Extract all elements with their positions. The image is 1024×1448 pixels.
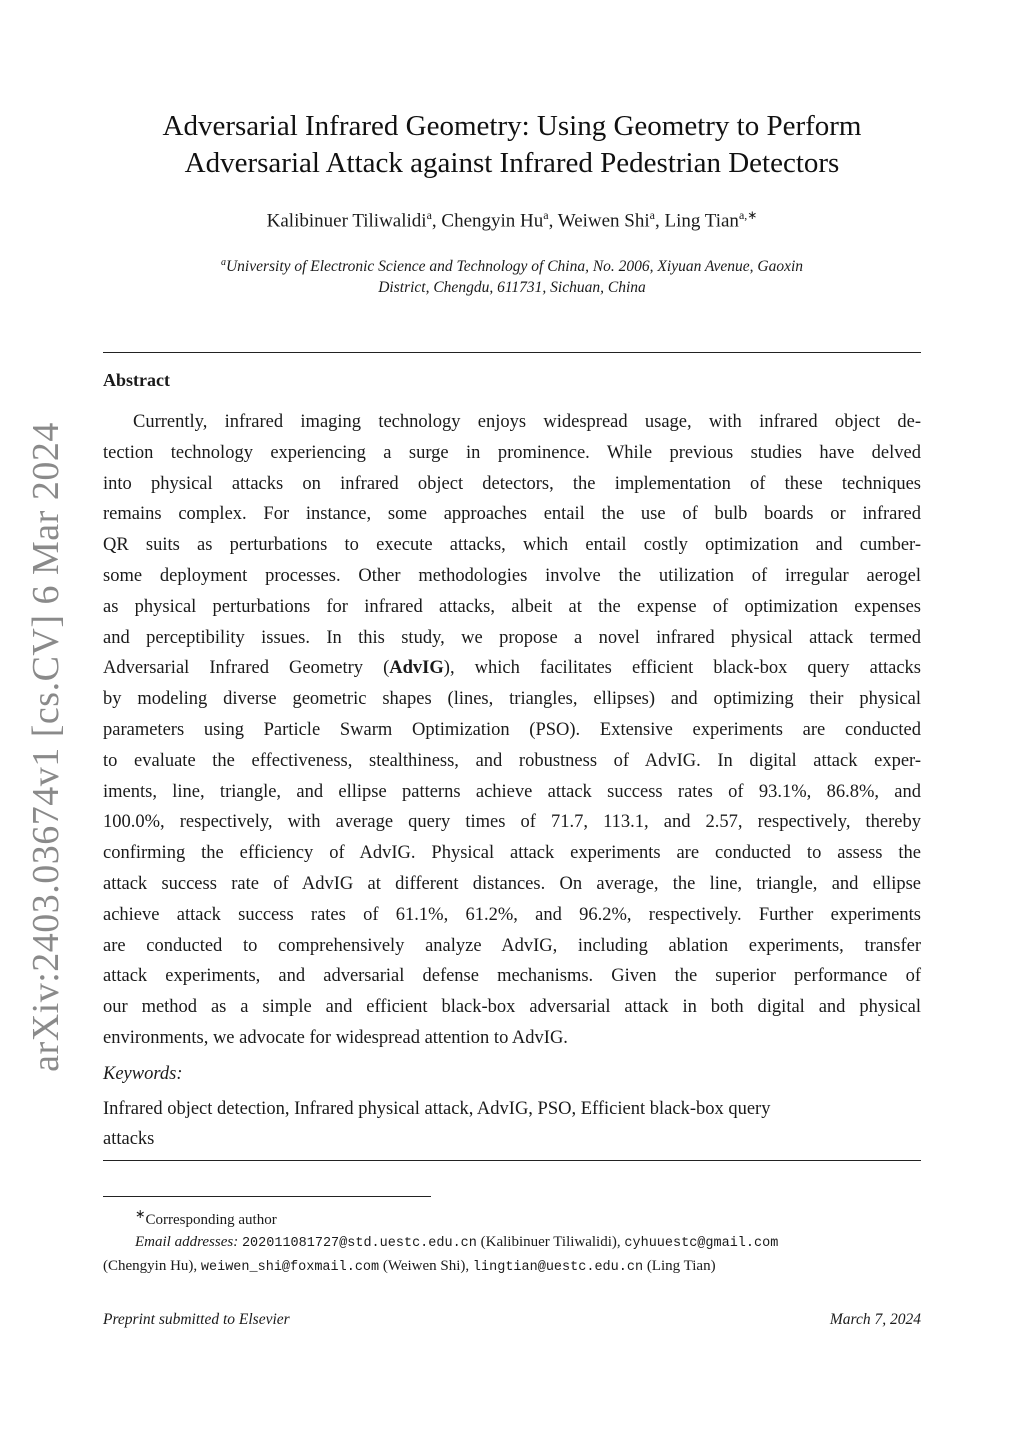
title-line: Adversarial Infrared Geometry: Using Geometry to Perform [162,110,862,142]
email-owner: (Ling Tian) [646,1258,716,1274]
footnote-divider [103,1196,431,1197]
footer-date: March 7, 2024 [829,1311,921,1328]
affiliation-line: University of Electronic Science and Technology of China, No. 2006, Xiyuan Avenue, Gaoxin [225,258,804,276]
author-mark: a,∗ [738,208,758,222]
email-line [103,1231,921,1255]
footnote-mark: ∗ [135,1207,146,1221]
abstract-line: achieve attack success rates of 61.1%, 61.2%, and 96.2%, respectively. Further experiments [103,904,921,925]
email-owner: (Chengyin Hu), [103,1258,198,1274]
email-link[interactable]: weiwen_shi@foxmail.com [200,1260,380,1275]
bottom-divider [103,1160,921,1161]
footnotes [103,1203,921,1279]
abstract-line: are conducted to comprehensively analyze AdvIG, including ablation experiments, transfer [103,935,921,956]
abstract-line: into physical attacks on infrared object detectors, the implementation of these techniques [103,473,921,494]
abstract-line: remains complex. For instance, some approaches entail the use of bulb boards or infrared [103,504,921,525]
footer-journal: Preprint submitted to Elsevier [103,1311,290,1328]
abstract-line-end: ), which facilitates efficient black-box query attacks [443,658,921,679]
author-name: Chengyin Hu [441,210,544,232]
keywords-heading: Keywords: [103,1064,183,1084]
author-name: Weiwen Shi [557,210,650,232]
abstract-line-start: Adversarial Infrared Geometry ( [103,658,390,679]
email-label: Email addresses: [135,1234,239,1250]
email-line [103,1255,921,1279]
author-mark: a [649,208,655,222]
abstract-line: confirming the efficiency of AdvIG. Physical attack experiments are conducted to assess the [103,843,921,864]
abstract-line: our method as a simple and efficient black-box adversarial attack in both digital and physical [103,997,921,1018]
abstract-line: to evaluate the effectiveness, stealthiness, and robustness of AdvIG. In digital attack exper- [103,750,921,771]
paper-title [103,108,921,182]
abstract-line: parameters using Particle Swarm Optimization (PSO). Extensive experiments are conducted [103,719,921,740]
author-list: Kalibinuer Tiliwalidi$^a$, Chengyin Hu$^a$, Weiwen Shi$^a$, Ling Tian$^{a,∗}$ [266,208,758,232]
abstract-line: attack experiments, and adversarial defense mechanisms. Given the superior performance of [103,966,921,987]
author-name: Ling Tian [664,210,739,232]
page-footer [103,1311,921,1329]
abstract-line: by modeling diverse geometric shapes (lines, triangles, ellipses) and optimizing their physical [103,689,921,710]
abstract-heading: Abstract [103,370,170,390]
keywords-line: attacks [103,1129,155,1149]
abstract-line: QR suits as perturbations to execute attacks, which entail costly optimization and cumber- [103,535,921,556]
corresponding-note [103,1203,921,1231]
title-line: Adversarial Attack against Infrared Pedestrian Detectors [184,147,840,179]
abstract-line: and perceptibility issues. In this study, we propose a novel infrared physical attack termed [103,627,921,648]
author-mark: a [426,208,432,222]
affiliation-line: District, Chengdu, 611731, Sichuan, China [378,279,646,297]
top-divider [103,352,921,353]
email-link[interactable]: 202011081727@std.uestc.edu.cn [241,1236,477,1251]
abstract-line: Currently, infrared imaging technology enjoys widespread usage, with infrared object de- [133,412,921,432]
email-link[interactable]: cyhuuestc@gmail.com [624,1236,779,1251]
email-link[interactable]: lingtian@uestc.edu.cn [472,1260,644,1275]
email-owner: (Weiwen Shi), [382,1258,470,1274]
method-name: AdvIG [389,658,444,679]
keywords-line: Infrared object detection, Infrared physical attack, AdvIG, PSO, Efficient black-box query [103,1099,771,1119]
abstract-line: environments, we advocate for widespread attention to AdvIG. [103,1027,568,1048]
keywords-list [103,1094,921,1154]
abstract-line: attack success rate of AdvIG at different distances. On average, the line, triangle, and ellipse [103,873,921,894]
abstract-line: some deployment processes. Other methodologies involve the utilization of irregular aerogel [103,565,921,586]
affiliation [103,252,921,298]
abstract-body [103,407,921,1054]
arxiv-id: arXiv:2403.03674v1 [cs.CV] 6 Mar 2024 [25,422,67,1072]
abstract-line: tection technology experiencing a surge in prominence. While previous studies have delved [103,442,921,463]
abstract-line: as physical perturbations for infrared attacks, albeit at the expense of optimization expenses [103,596,921,617]
affiliation-mark: a [220,257,226,268]
arxiv-identifier-stamp [6,422,86,1072]
corresponding-label: Corresponding author [145,1212,277,1228]
abstract-line: iments, line, triangle, and ellipse patterns achieve attack success rates of 93.1%, 86.8%, and [103,781,921,802]
email-owner: (Kalibinuer Tiliwalidi), [480,1234,621,1250]
author-mark: a [543,208,549,222]
abstract-line: 100.0%, respectively, with average query times of 71.7, 113.1, and 2.57, respectively, thereby [103,812,921,833]
author-name: Kalibinuer Tiliwalidi [266,210,427,232]
abstract-line [103,653,921,684]
